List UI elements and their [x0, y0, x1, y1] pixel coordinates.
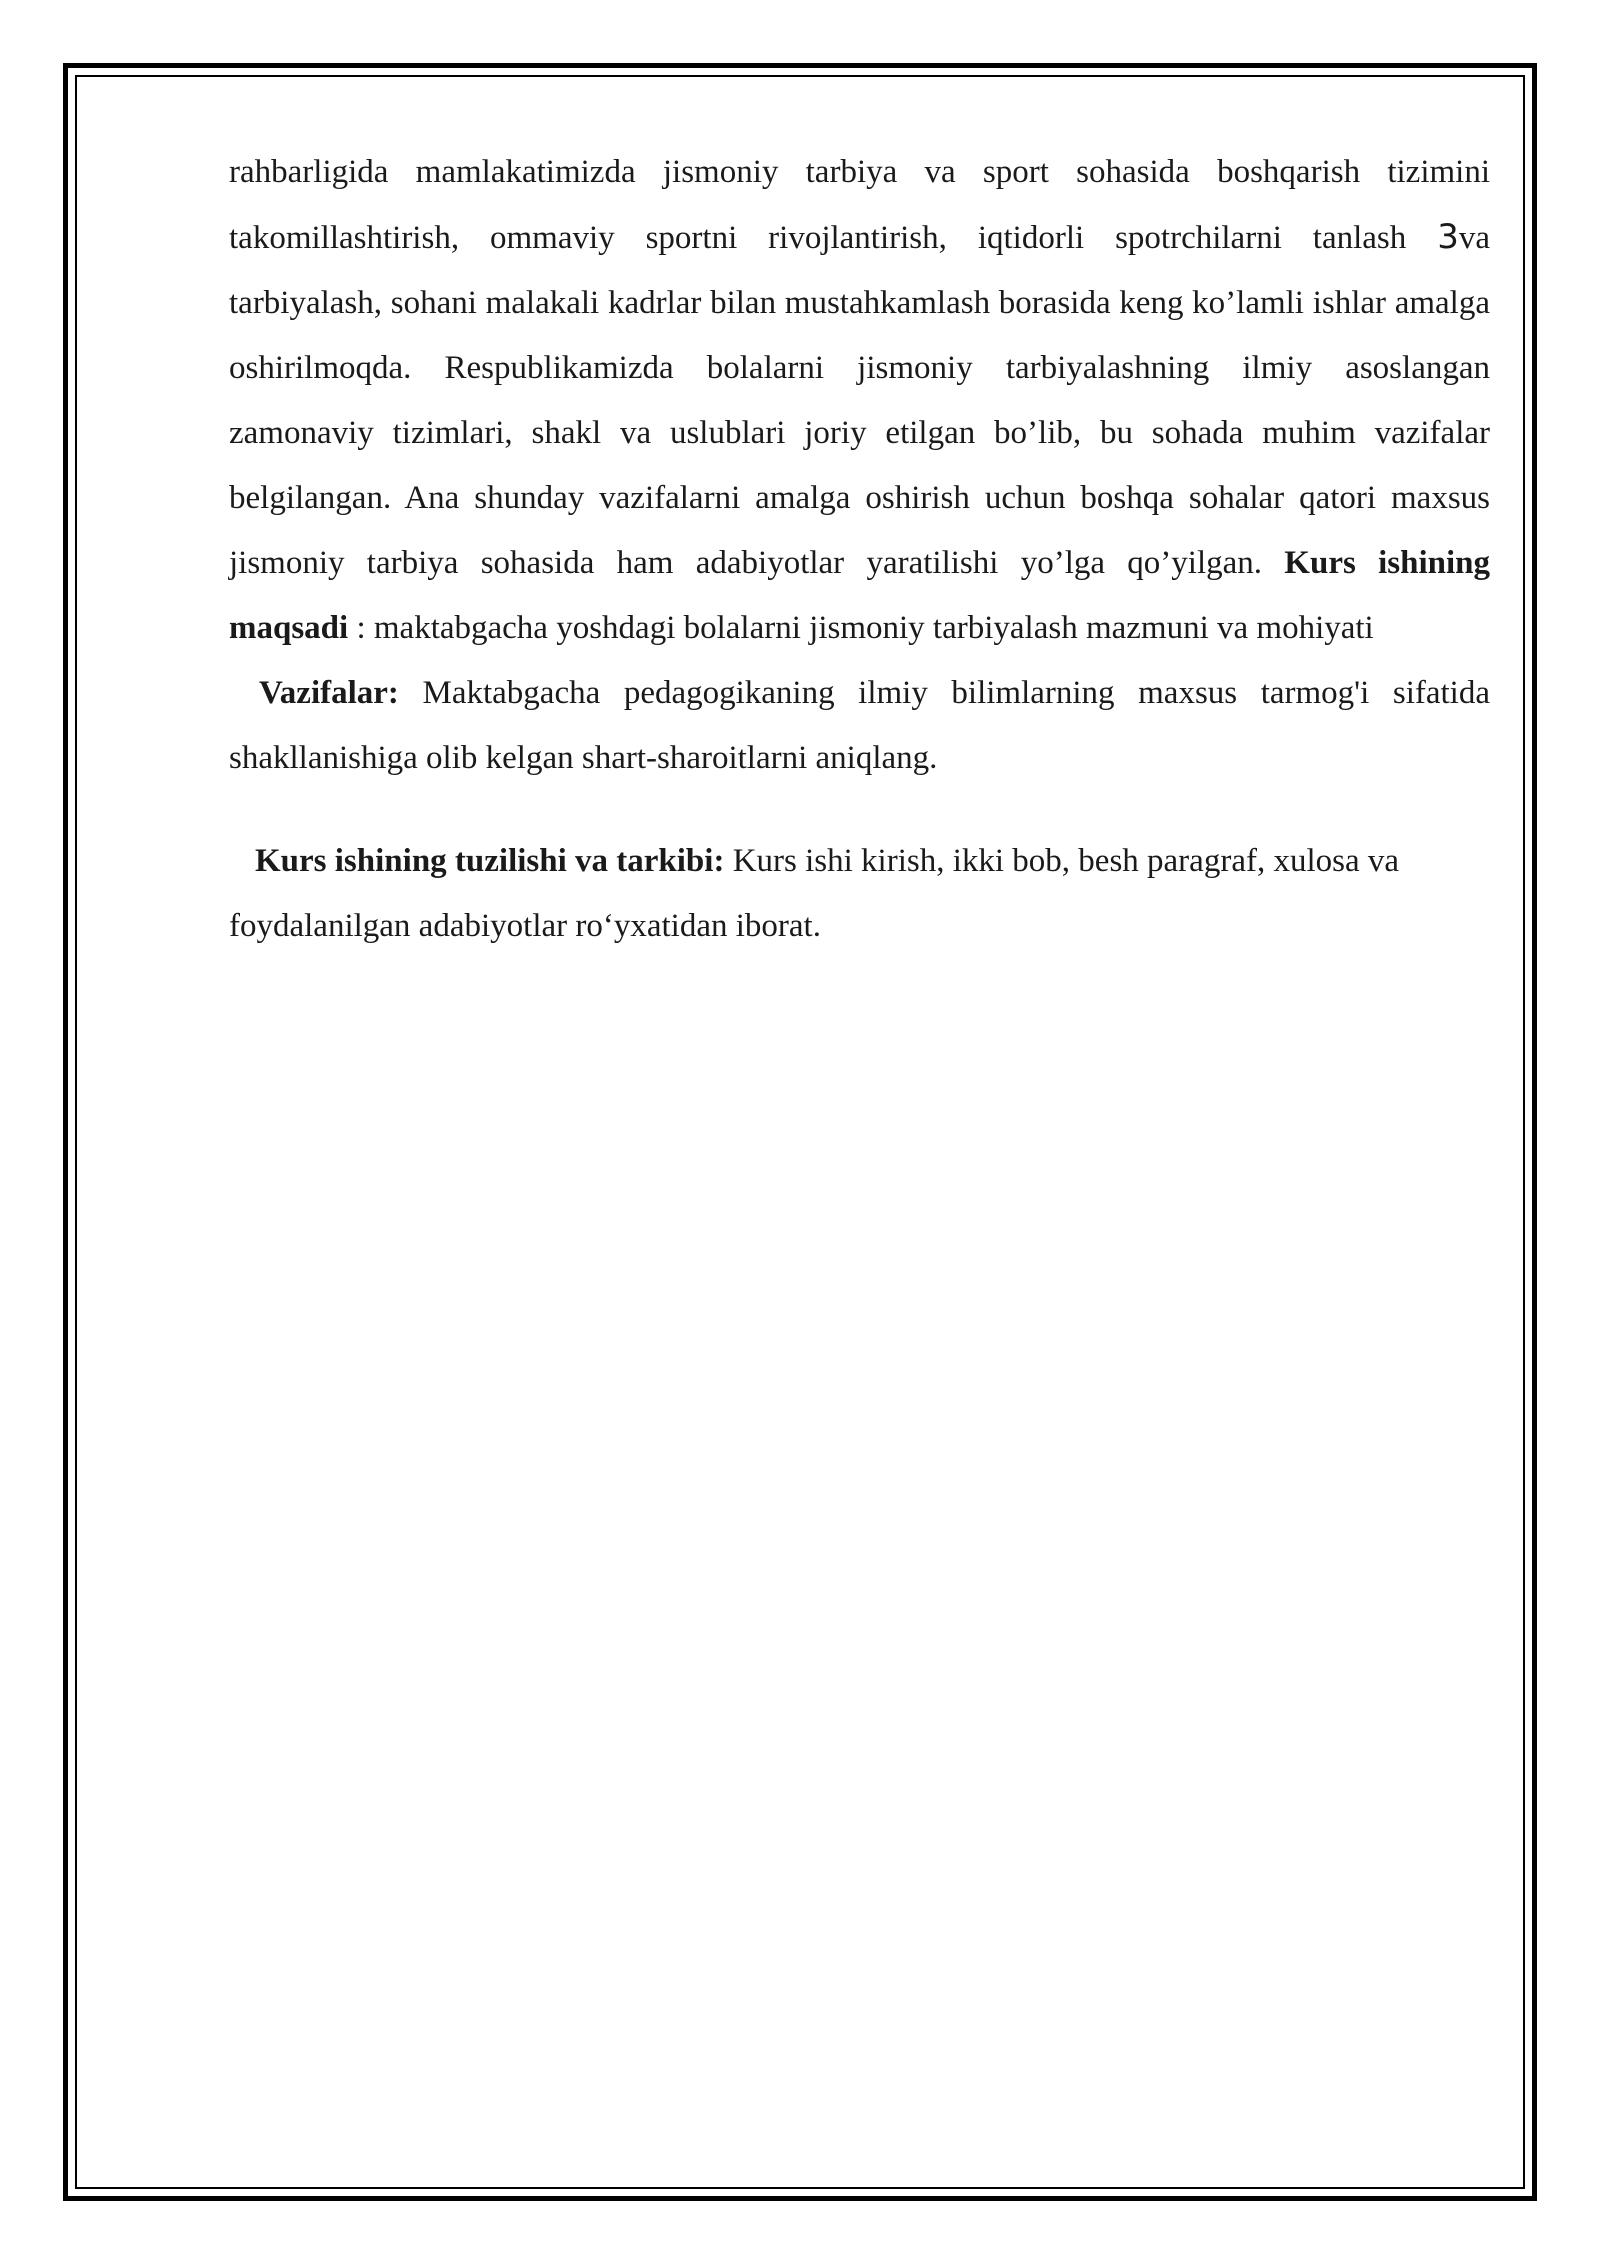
- structure-label: Kurs ishining tuzilishi va tarkibi:: [255, 843, 725, 879]
- tasks-label: Vazifalar:: [259, 675, 399, 711]
- document-body: [229, 140, 1490, 959]
- page-number: 3: [1437, 217, 1459, 257]
- intro-paragraph: [229, 140, 1490, 661]
- tasks-text: Maktabgacha pedagogikaning ilmiy bilimlarning maxsus tarmog'i sifatida shakllanishiga olib kelgan shart-sharoitlarni aniqlang.: [229, 675, 1490, 776]
- goal-label: Kurs ishining maqsadi: [229, 545, 1490, 646]
- intro-text-part1: rahbarligida mamlakatimizda jismoniy tarbiya va sport sohasida boshqarish tizimini takomillashtirish, ommaviy sportni rivojlantirish, iqtidorli spotrchilarni tanlash: [229, 154, 1490, 256]
- goal-text: : maktabgacha yoshdagi bolalarni jismoniy tarbiyalash mazmuni va mohiyati: [348, 610, 1374, 646]
- intro-text-part2: va tarbiyalash, sohani malakali kadrlar bilan mustahkamlash borasida keng ko’lamli ishlar amalga oshirilmoqda. Respublikamizda bolalarni jismoniy tarbiyalashning ilmiy asoslangan zamonaviy tizimlari, shakl va uslublari joriy etilgan bo’lib, bu sohada muhim vazifalar belgilangan. Ana shunday vazifalarni amalga oshirish uchun boshqa sohalar qatori maxsus jismoniy tarbiya sohasida ham adabiyotlar yaratilishi yo’lga qo’yilgan.: [229, 220, 1490, 581]
- tasks-paragraph: [229, 661, 1490, 791]
- structure-text: Kurs ishi kirish, ikki bob, besh paragraf, xulosa va foydalanilgan adabiyotlar ro‘yxatidan iborat.: [229, 843, 1400, 944]
- structure-paragraph: [229, 829, 1490, 959]
